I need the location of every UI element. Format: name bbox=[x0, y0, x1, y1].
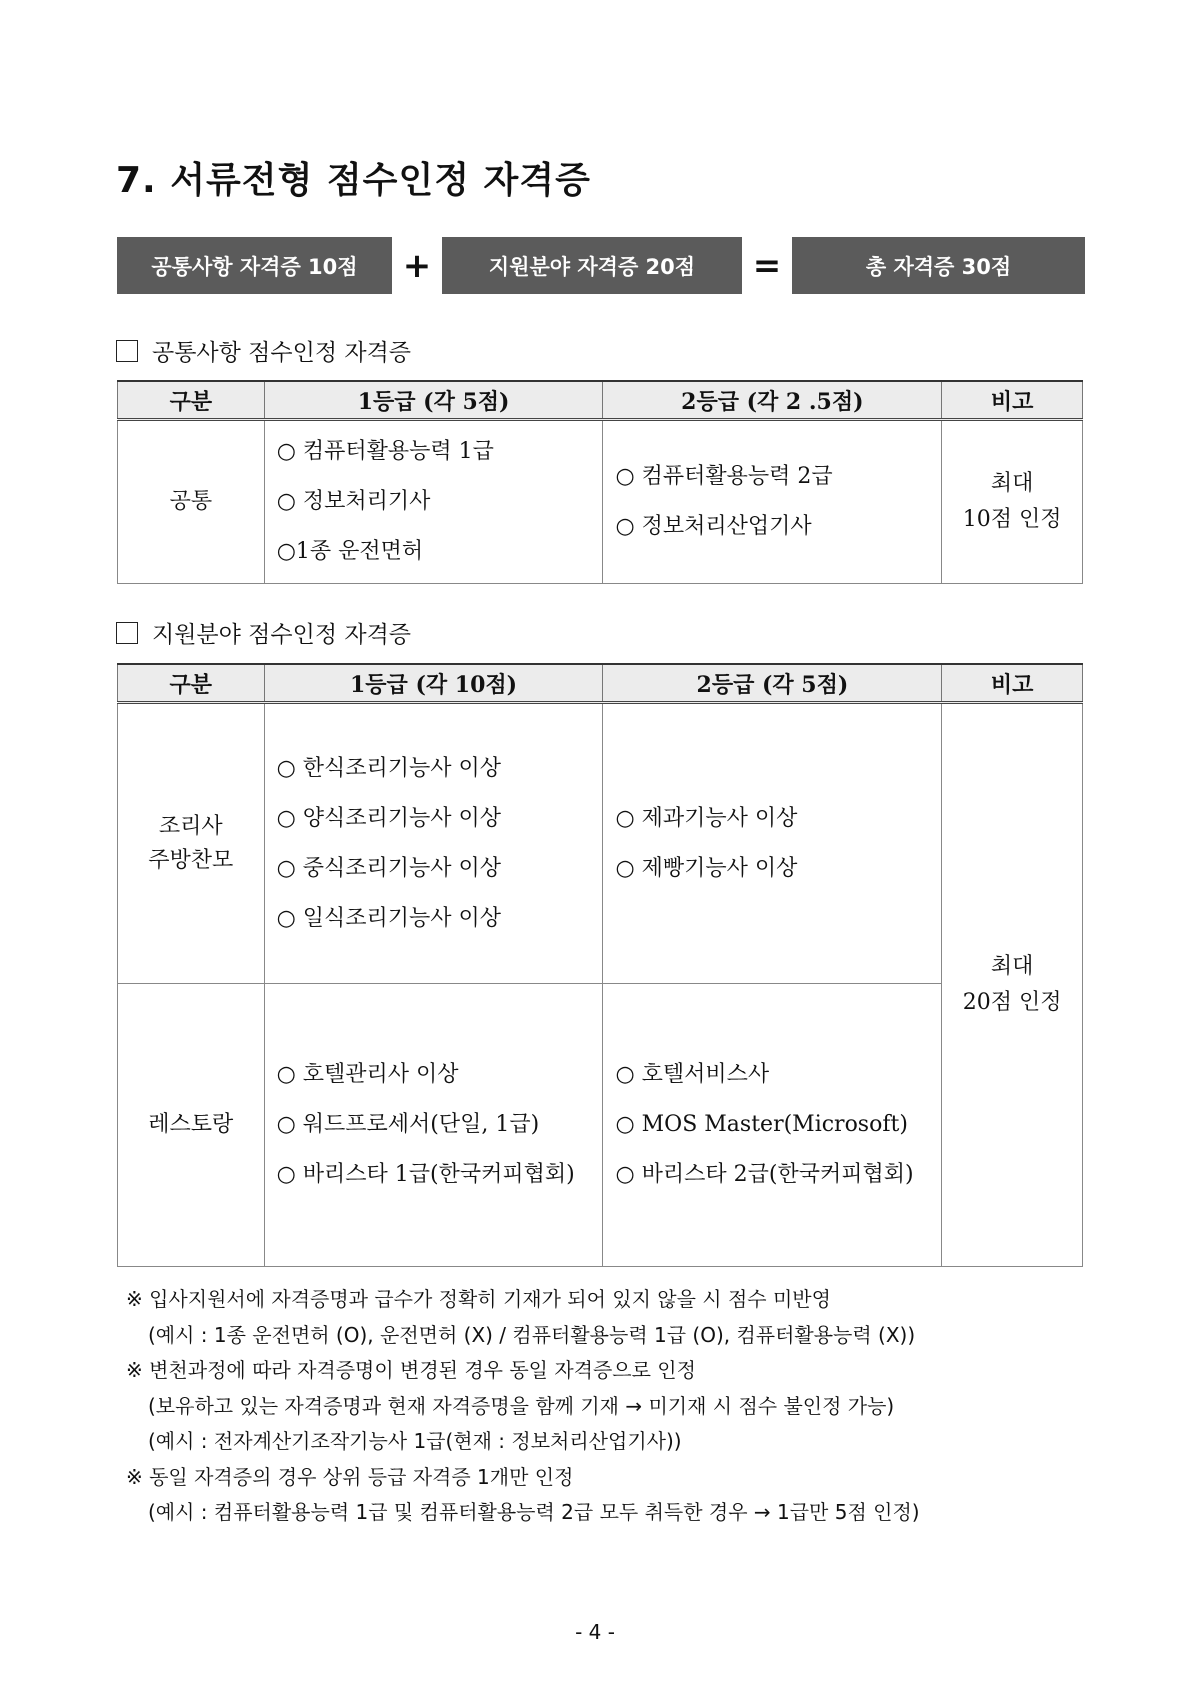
plus-sign: + bbox=[402, 245, 432, 286]
list-item: ○ MOS Master(Microsoft) bbox=[615, 1112, 908, 1137]
header-grade1: 1등급 (각 5점) bbox=[264, 381, 603, 420]
checkbox-icon bbox=[116, 340, 138, 362]
table-row bbox=[118, 984, 1083, 1267]
list-item: ○ 중식조리기능사 이상 bbox=[276, 855, 502, 881]
common-cert-table bbox=[117, 380, 1083, 584]
category-line2: 주방찬모 bbox=[148, 847, 234, 873]
table-header-row bbox=[118, 381, 1083, 420]
category-cell: 공통 bbox=[118, 420, 265, 584]
grade2-cell bbox=[603, 984, 942, 1267]
category-cell: 레스토랑 bbox=[118, 984, 265, 1267]
list-item: ○ 정보처리산업기사 bbox=[615, 514, 812, 539]
page-number: - 4 - bbox=[575, 1620, 615, 1644]
category-cell bbox=[118, 703, 265, 984]
list-item: ○ 바리스타 2급(한국커피협회) bbox=[615, 1162, 914, 1187]
list-item: ○ 한식조리기능사 이상 bbox=[276, 755, 502, 781]
score-formula bbox=[117, 237, 1085, 294]
list-item: ○ 호텔관리사 이상 bbox=[276, 1062, 459, 1087]
note-line2: 10점 인정 bbox=[962, 507, 1062, 532]
note-cell bbox=[942, 703, 1083, 1267]
checkbox-icon bbox=[116, 622, 138, 644]
section2-heading bbox=[116, 616, 411, 649]
note-text: (예시 : 1종 운전면허 (O), 운전면허 (X) / 컴퓨터활용능력 1급 (O), 컴퓨터활용능력 (X)) bbox=[148, 1322, 916, 1347]
list-item: ○ 워드프로세서(단일, 1급) bbox=[276, 1112, 540, 1137]
section2-heading-text: 지원분야 점수인정 자격증 bbox=[152, 622, 412, 648]
header-category: 구분 bbox=[118, 381, 265, 420]
note-text: ※ 변천과정에 따라 자격증명이 변경된 경우 동일 자격증으로 인정 bbox=[126, 1358, 696, 1382]
section1-heading bbox=[116, 334, 411, 367]
list-item: ○ 제빵기능사 이상 bbox=[615, 855, 798, 881]
page-title: 7. 서류전형 점수인정 자격증 bbox=[116, 160, 591, 201]
header-note: 비고 bbox=[942, 381, 1083, 420]
note-cell bbox=[942, 420, 1083, 584]
list-item: ○ 호텔서비스사 bbox=[615, 1062, 770, 1087]
common-score-box: 공통사항 자격증 10점 bbox=[117, 237, 392, 294]
grade1-cell bbox=[264, 984, 603, 1267]
note-line1: 최대 bbox=[990, 954, 1034, 979]
equals-sign: = bbox=[752, 245, 782, 286]
header-grade2: 2등급 (각 5점) bbox=[603, 664, 942, 703]
list-item: ○ 컴퓨터활용능력 1급 bbox=[276, 439, 494, 464]
list-item: ○ 컴퓨터활용능력 2급 bbox=[615, 464, 833, 489]
note-text: (예시 : 컴퓨터활용능력 1급 및 컴퓨터활용능력 2급 모두 취득한 경우 → 1급만 5점 인정) bbox=[148, 1500, 920, 1524]
header-grade1: 1등급 (각 10점) bbox=[264, 664, 603, 703]
grade1-cell bbox=[264, 703, 603, 984]
table-header-row bbox=[118, 664, 1083, 703]
note-line1: 최대 bbox=[990, 471, 1034, 496]
list-item: ○ 제과기능사 이상 bbox=[615, 805, 798, 831]
note-text: ※ 입사지원서에 자격증명과 급수가 정확히 기재가 되어 있지 않을 시 점수 미반영 bbox=[126, 1287, 831, 1311]
header-grade2: 2등급 (각 2 .5점) bbox=[603, 381, 942, 420]
grade2-cell bbox=[603, 703, 942, 984]
note-text: (보유하고 있는 자격증명과 현재 자격증명을 함께 기재 → 미기재 시 점수 불인정 가능) bbox=[148, 1393, 895, 1418]
note-text: ※ 동일 자격증의 경우 상위 등급 자격증 1개만 인정 bbox=[126, 1464, 574, 1489]
total-score-box: 총 자격증 30점 bbox=[792, 237, 1085, 294]
header-note: 비고 bbox=[942, 664, 1083, 703]
field-cert-table bbox=[117, 663, 1083, 1267]
list-item: ○1종 운전면허 bbox=[276, 539, 424, 564]
note-text: (예시 : 전자계산기조작기능사 1급(현재 : 정보처리산업기사)) bbox=[148, 1429, 682, 1453]
grade1-cell bbox=[264, 420, 603, 584]
notes-block bbox=[126, 1282, 920, 1531]
list-item: ○ 일식조리기능사 이상 bbox=[276, 905, 502, 931]
list-item: ○ 양식조리기능사 이상 bbox=[276, 805, 502, 831]
table-row bbox=[118, 420, 1083, 584]
field-score-box: 지원분야 자격증 20점 bbox=[442, 237, 742, 294]
list-item: ○ 정보처리기사 bbox=[276, 489, 431, 514]
grade2-cell bbox=[603, 420, 942, 584]
category-line1: 조리사 bbox=[158, 813, 223, 839]
note-line2: 20점 인정 bbox=[962, 990, 1062, 1015]
list-item: ○ 바리스타 1급(한국커피협회) bbox=[276, 1162, 575, 1187]
header-category: 구분 bbox=[118, 664, 265, 703]
section1-heading-text: 공통사항 점수인정 자격증 bbox=[152, 340, 412, 366]
table-row bbox=[118, 703, 1083, 984]
